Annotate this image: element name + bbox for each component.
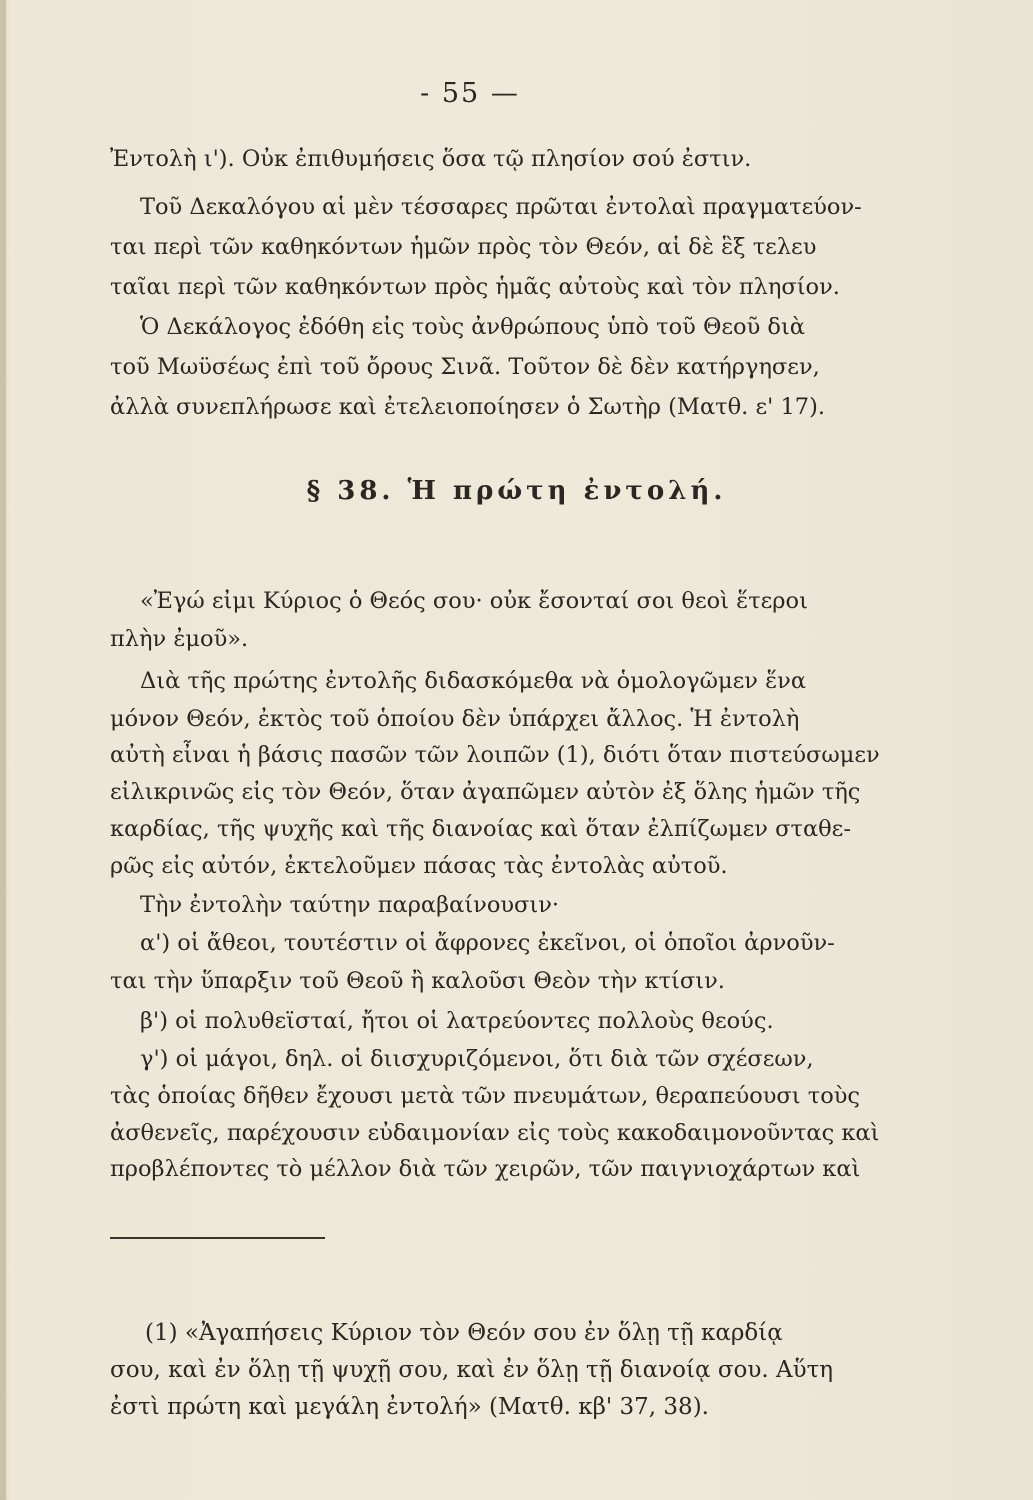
body-line: ἀλλὰ συνεπλήρωσε καὶ ἐτελειοποίησεν ὁ Σωτὴρ (Ματθ. ε' 17). — [110, 394, 826, 420]
body-line: Ἐντολὴ ι'). Οὐκ ἐπιθυμήσεις ὅσα τῷ πλησίον σού ἐστιν. — [110, 146, 752, 172]
footnote-line: ἐστὶ πρώτη καὶ μεγάλη ἐντολή» (Ματθ. κβ' 37, 38). — [110, 1394, 709, 1420]
section-line: Τὴν ἐντολὴν ταύτην παραβαίνουσιν· — [140, 892, 560, 918]
section-line: αὐτὴ εἶναι ἡ βάσις πασῶν τῶν λοιπῶν (1), διότι ὅταν πιστεύσωμεν — [110, 742, 880, 768]
section-line: εἰλικρινῶς εἰς τὸν Θεόν, ὅταν ἀγαπῶμεν αὐτὸν ἐξ ὅλης ἡμῶν τῆς — [110, 779, 861, 805]
section-line: τὰς ὁποίας δῆθεν ἔχουσι μετὰ τῶν πνευμάτων, θεραπεύουσι τοὺς — [110, 1083, 861, 1109]
body-line: τοῦ Μωϋσέως ἐπὶ τοῦ ὄρους Σινᾶ. Τοῦτον δὲ δὲν κατήργησεν, — [110, 354, 820, 380]
footnote-line: σου, καὶ ἐν ὅλῃ τῇ ψυχῇ σου, καὶ ἐν ὅλῃ τῇ διανοίᾳ σου. Αὕτη — [110, 1357, 834, 1383]
footnote-divider — [110, 1237, 325, 1239]
section-line: ρῶς εἰς αὐτόν, ἐκτελοῦμεν πάσας τὰς ἐντολὰς αὐτοῦ. — [110, 853, 728, 879]
footnote-line: (1) «Ἀγαπήσεις Κύριον τὸν Θεόν σου ἐν ὅλῃ τῇ καρδίᾳ — [145, 1320, 783, 1346]
section-title: § 38. Ἡ πρώτη ἐντολή. — [306, 476, 727, 506]
section-line: γ') οἱ μάγοι, δηλ. οἱ διισχυριζόμενοι, ὅτι διὰ τῶν σχέσεων, — [140, 1046, 814, 1072]
body-line: Ὁ Δεκάλογος ἐδόθη εἰς τοὺς ἀνθρώπους ὑπὸ τοῦ Θεοῦ διὰ — [140, 314, 805, 340]
body-line: ται περὶ τῶν καθηκόντων ἡμῶν πρὸς τὸν Θεόν, αἱ δὲ ἓξ τελευ — [110, 234, 817, 260]
section-line: α') οἱ ἄθεοι, τουτέστιν οἱ ἄφρονες ἐκεῖνοι, οἱ ὁποῖοι ἀρνοῦν- — [140, 930, 835, 956]
section-line: μόνον Θεόν, ἐκτὸς τοῦ ὁποίου δὲν ὑπάρχει ἄλλος. Ἡ ἐντολὴ — [110, 706, 800, 732]
section-line: β') οἱ πολυθεϊσταί, ἤτοι οἱ λατρεύοντες πολλοὺς θεούς. — [140, 1008, 774, 1034]
section-line: ἀσθενεῖς, παρέχουσιν εὐδαιμονίαν εἰς τοὺς κακοδαιμονοῦντας καὶ — [110, 1120, 880, 1146]
section-line: ται τὴν ὕπαρξιν τοῦ Θεοῦ ἢ καλοῦσι Θεὸν τὴν κτίσιν. — [110, 968, 725, 994]
body-line: Τοῦ Δεκαλόγου αἱ μὲν τέσσαρες πρῶται ἐντολαὶ πραγματεύον- — [140, 194, 862, 220]
section-line: «Ἐγώ εἰμι Κύριος ὁ Θεός σου· οὐκ ἔσονταί σοι θεοὶ ἕτεροι — [140, 588, 808, 614]
page-number: - 55 — — [420, 78, 520, 109]
section-line: πλὴν ἐμοῦ». — [110, 626, 249, 652]
section-line: προβλέποντες τὸ μέλλον διὰ τῶν χειρῶν, τῶν παιγνιοχάρτων καὶ — [110, 1156, 861, 1182]
section-line: Διὰ τῆς πρώτης ἐντολῆς διδασκόμεθα νὰ ὁμολογῶμεν ἕνα — [140, 668, 807, 694]
body-line: ταῖαι περὶ τῶν καθηκόντων πρὸς ἡμᾶς αὐτοὺς καὶ τὸν πλησίον. — [110, 274, 840, 300]
section-line: καρδίας, τῆς ψυχῆς καὶ τῆς διανοίας καὶ ὅταν ἐλπίζωμεν σταθε- — [110, 816, 851, 842]
binding-edge — [0, 0, 6, 1500]
